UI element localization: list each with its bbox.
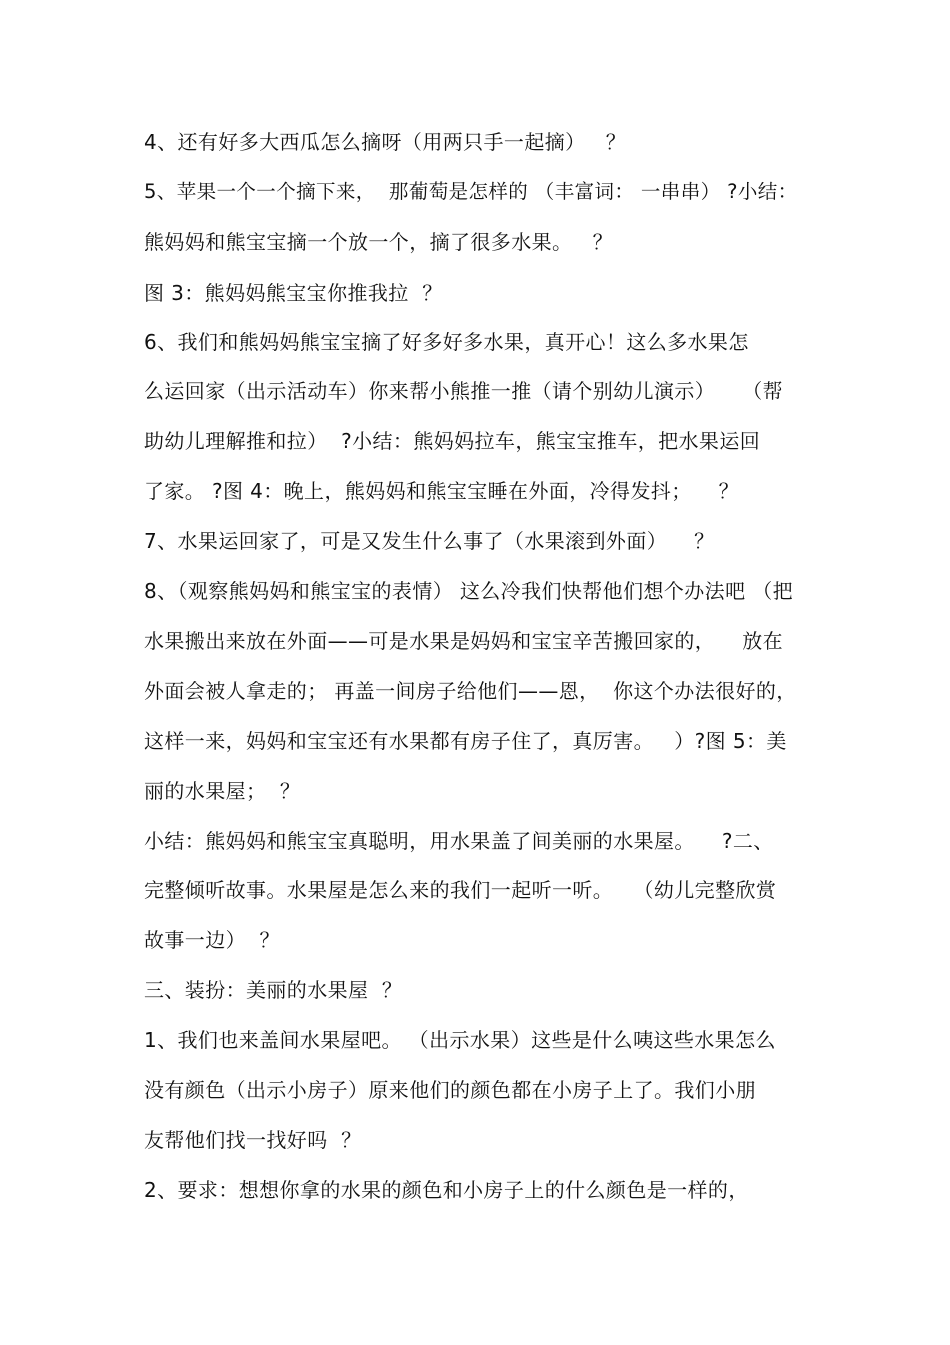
text-line: 熊妈妈和熊宝宝摘一个放一个，摘了很多水果。 ？ (144, 230, 614, 254)
text-line: 7、水果运回家了，可是又发生什么事了（水果滚到外面） ？ (144, 529, 715, 553)
text-line: 2、要求：想想你拿的水果的颜色和小房子上的什么颜色是一样的， (144, 1178, 749, 1202)
text-line: 水果搬出来放在外面——可是水果是妈妈和宝宝辛苦搬回家的， 放在 (144, 629, 784, 653)
text-line: 三、装扮：美丽的水果屋 ？ (144, 978, 403, 1002)
text-line: 故事一边） ？ (144, 928, 280, 952)
text-line: 小结：熊妈妈和熊宝宝真聪明，用水果盖了间美丽的水果屋。 ?二、 (144, 829, 774, 853)
text-line: 了家。 ?图 4：晚上，熊妈妈和熊宝宝睡在外面，冷得发抖； ？ (144, 479, 740, 503)
text-line: 6、我们和熊妈妈熊宝宝摘了好多好多水果，真开心！这么多水果怎 (144, 330, 749, 354)
text-line: 这样一来，妈妈和宝宝还有水果都有房子住了，真厉害。 ）?图 5：美 (144, 729, 787, 753)
text-line: 外面会被人拿走的； 再盖一间房子给他们——恩， 你这个办法很好的， (144, 679, 797, 703)
text-line: 4、还有好多大西瓜怎么摘呀（用两只手一起摘） ？ (144, 130, 627, 154)
text-line: 么运回家（出示活动车）你来帮小熊推一推（请个别幼儿演示） （帮 (144, 379, 784, 403)
text-line: 助幼儿理解推和拉） ?小结：熊妈妈拉车，熊宝宝推车，把水果运回 (144, 429, 761, 453)
text-line: 完整倾听故事。水果屋是怎么来的我们一起听一听。 （幼儿完整欣赏 (144, 878, 777, 902)
text-line: 图 3：熊妈妈熊宝宝你推我拉 ？ (144, 281, 443, 305)
text-line: 8、（观察熊妈妈和熊宝宝的表情） 这么冷我们快帮他们想个办法吧 （把 (144, 579, 794, 603)
text-line: 1、我们也来盖间水果屋吧。 （出示水果）这些是什么咦这些水果怎么 (144, 1028, 776, 1052)
text-line: 友帮他们找一找好吗 ？ (144, 1128, 362, 1152)
text-line: 5、苹果一个一个摘下来， 那葡萄是怎样的 （丰富词： 一串串） ?小结： (144, 180, 798, 203)
text-line: 没有颜色（出示小房子）原来他们的颜色都在小房子上了。我们小朋 (144, 1078, 756, 1102)
text-line: 丽的水果屋； ？ (144, 779, 301, 803)
